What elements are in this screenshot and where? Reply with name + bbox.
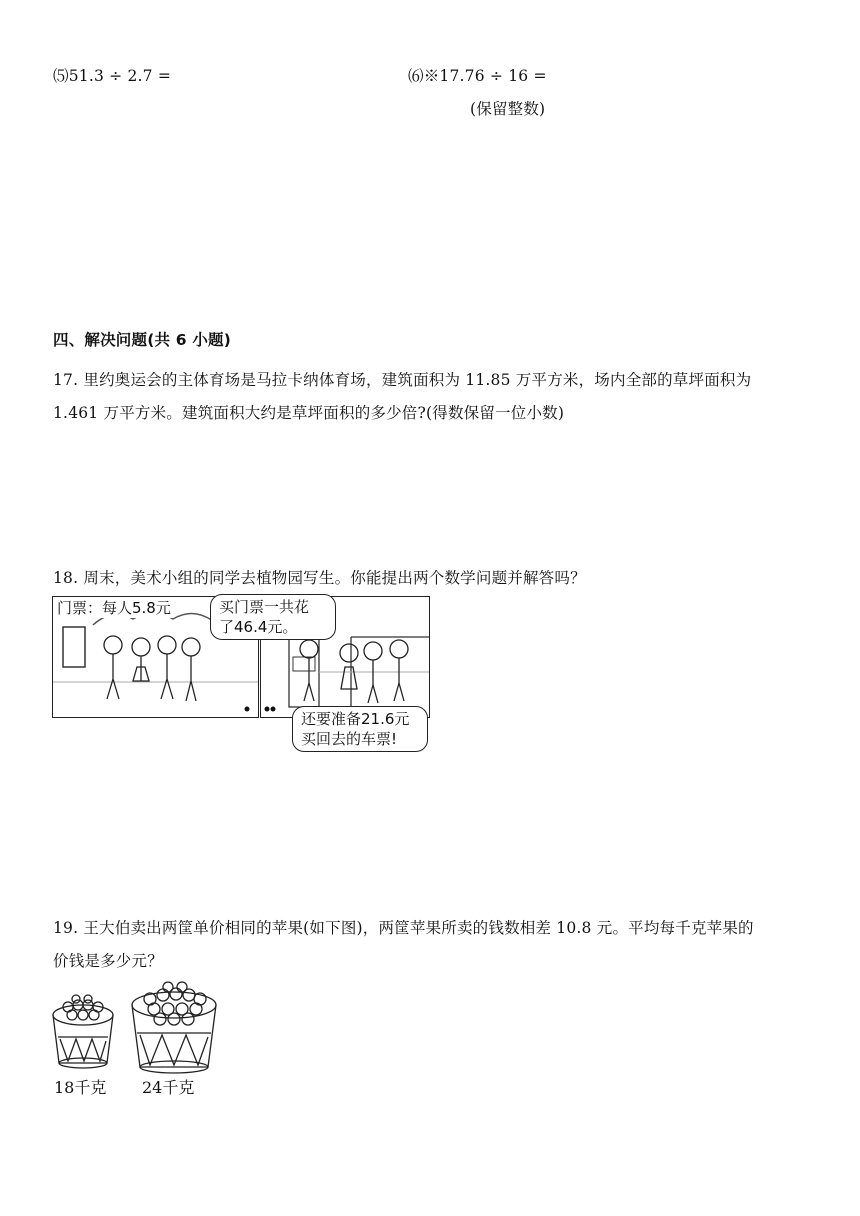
basket1-label: 18千克 (54, 1078, 107, 1097)
calc-q5: ⑸51.3 ÷ 2.7 = (53, 67, 172, 85)
p17-line1: 17. 里约奥运会的主体育场是马拉卡纳体育场，建筑面积为 11.85 万平方米，场内全部的草坪面积为 (53, 371, 752, 389)
bubble-fare-line1: 还要准备21.6元 (301, 710, 410, 728)
bubble-fare-line2: 买回去的车票! (301, 730, 398, 748)
bubble-total-line1: 买门票一共花 (219, 598, 310, 616)
p19-line1: 19. 王大伯卖出两筐单价相同的苹果(如下图)，两筐苹果所卖的钱数相差 10.8 元。平均每千克苹果的 (53, 919, 754, 937)
calc-q6: ⑹※17.76 ÷ 16 = (408, 67, 547, 85)
basket2-label: 24千克 (142, 1078, 195, 1097)
p17-line2: 1.461 万平方米。建筑面积大约是草坪面积的多少倍?(得数保留一位小数) (53, 404, 565, 422)
ticket-sign: 门票：每人5.8元 (57, 599, 171, 617)
p18-text: 18. 周末，美术小组的同学去植物园写生。你能提出两个数学问题并解答吗？ (53, 569, 586, 587)
p18-illustration (52, 596, 432, 762)
speech-bubble-fare (292, 706, 428, 752)
apple-baskets-drawing (50, 975, 230, 1075)
large-basket (132, 982, 216, 1073)
apple-baskets-figure (50, 975, 230, 1100)
speech-bubble-total (210, 594, 336, 640)
bubble-total-line2: 了46.4元。 (219, 618, 298, 636)
p19-line2: 价钱是多少元？ (53, 952, 163, 970)
calc-q6-note: (保留整数) (470, 100, 546, 118)
small-basket (53, 995, 113, 1068)
section-title: 四、解决问题(共 6 小题) (53, 331, 232, 349)
